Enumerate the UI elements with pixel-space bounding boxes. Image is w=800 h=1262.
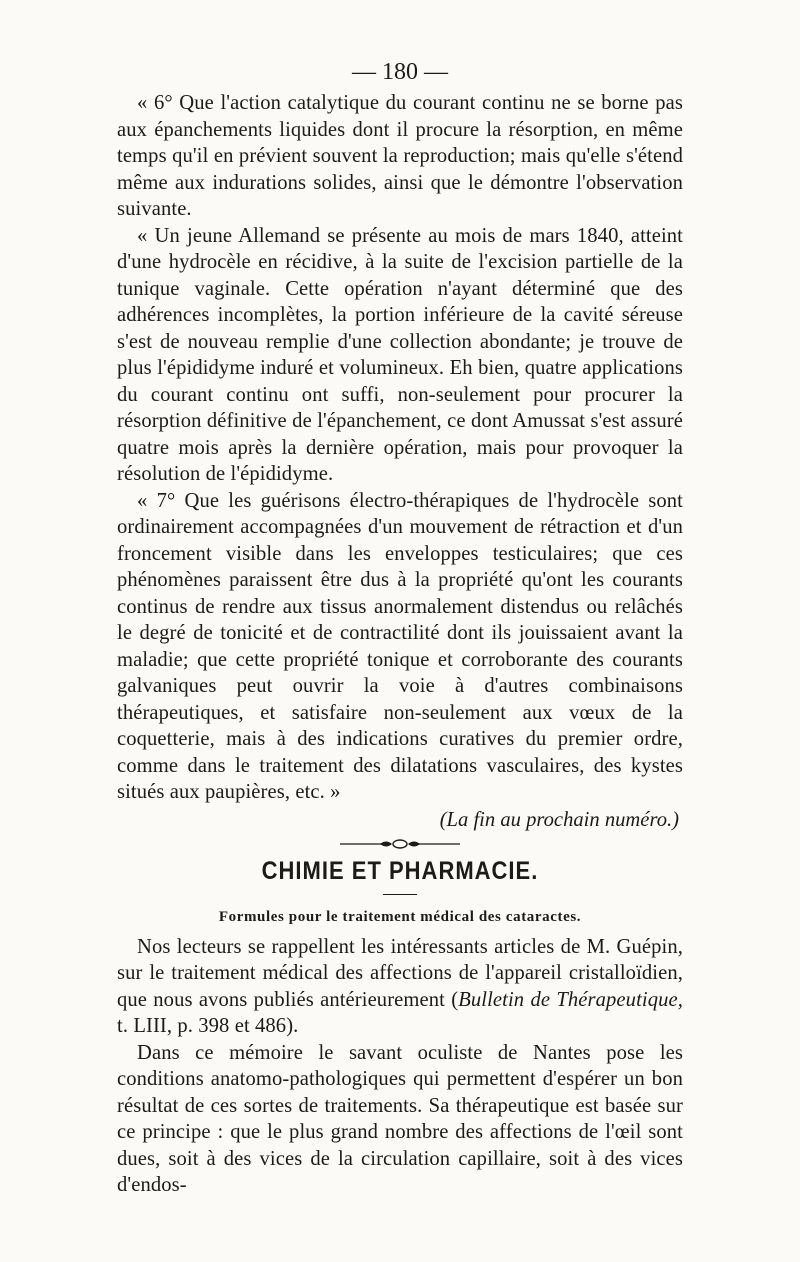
readers-text-before: Nos lecteurs se rappellent les intéressants articles de M. Guépin, sur le traitement médical des affections de l'appareil cristalloïdien, que nous avons publiés antérieurement ( xyxy=(117,935,683,1011)
page-number: — 180 — xyxy=(352,59,448,85)
paragraph-memoir: Dans ce mémoire le savant oculiste de Nantes pose les conditions anatomo-pathologiques qui permettent d'espérer un bon résultat de ces sortes de traitements. Sa thérapeutique est basée sur ce principe : que le plus grand nombre des affections de l'œil sont dues, soit à des vices de la circulation capillaire, soit à des vices d'endos- xyxy=(117,1041,683,1196)
paragraph-point-6: « 6° Que l'action catalytique du courant continu ne se borne pas aux épanchements liquides dont il procure la résorption, en même temps qu'il en prévient souvent la reproduction; mais qu'elle s'étend même aux indurations solides, ainsi que le démontre l'observation suivante. xyxy=(117,92,683,220)
journal-title: Bulletin de Thérapeutique, xyxy=(458,988,683,1011)
ornament-divider xyxy=(117,838,683,850)
section-divider xyxy=(383,894,417,895)
paragraph-observation: « Un jeune Allemand se présente au mois de mars 1840, atteint d'une hydrocèle en récidive, à la suite de l'excision partielle de la tunique vaginale. Cette opération n'ayant déterminé que des adhérences incomplètes, la portion inférieure de la cavité séreuse s'est de nouveau remplie d'une collection abondante; je trouve de plus l'épididyme induré et volumineux. Eh bien, quatre applications du courant continu ont suffi, non-seulement pour procurer la résorption définitive de l'épanchement, ce dont Amussat s'est assuré quatre mois après la dernière opération, mais pour provoquer la résolution de l'épididyme. xyxy=(117,224,683,485)
paragraph-point-7: « 7° Que les guérisons électro-thérapiques de l'hydrocèle sont ordinairement accompagnées d'un mouvement de rétraction et d'un froncement visible dans les enveloppes testiculaires; que ces phénomènes paraissent être dus à la propriété qu'ont les courants continus de rendre aux tissus anormalement distendus ou relâchés le degré de tonicité et de contractilité dont ils jouissaient avant la maladie; que cette propriété tonique et corroborante des courants galvaniques peut ouvrir la voie à d'autres combinaisons thérapeutiques, et satisfaire non-seulement aux vœux de la coquetterie, mais à des indications curatives du premier ordre, comme dans le traitement des dilatations vasculaires, des kystes situés aux paupières, etc. » xyxy=(117,489,683,803)
section-title: CHIMIE ET PHARMACIE. xyxy=(261,855,539,885)
paragraph-readers xyxy=(117,934,683,1040)
readers-text-after: t. LIII, p. 398 et 486). xyxy=(117,1015,299,1037)
continuation-note: (La fin au prochain numéro.) xyxy=(439,808,679,831)
ornament-divider-icon xyxy=(340,838,460,850)
subsection-title: Formules pour le traitement médical des cataractes. xyxy=(218,908,582,925)
page-body xyxy=(117,56,683,1199)
